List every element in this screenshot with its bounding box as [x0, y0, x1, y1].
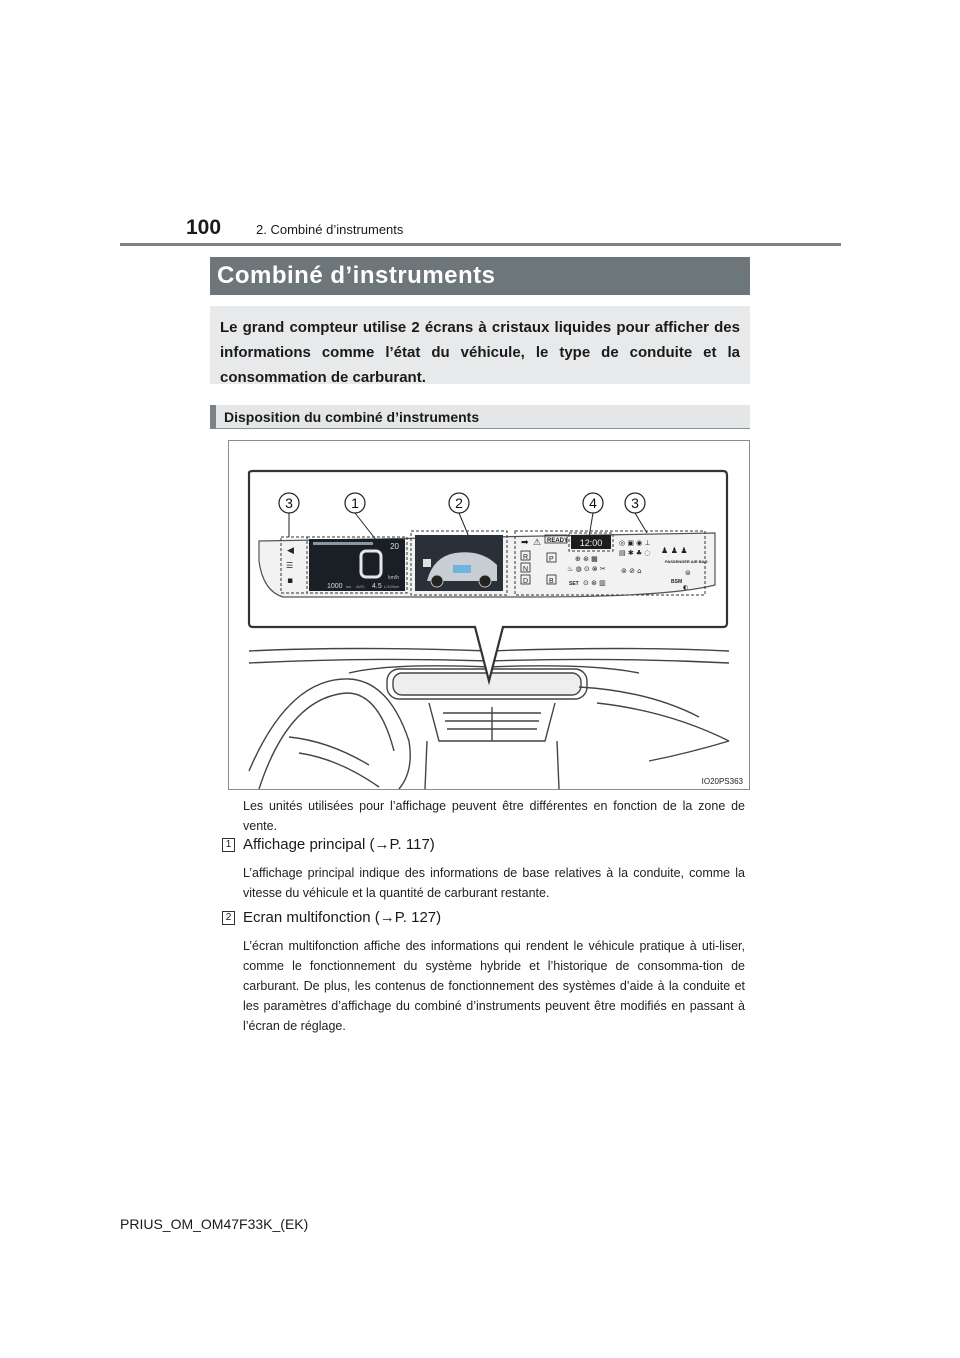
headlight-icon: ☰	[286, 561, 294, 570]
fuel-icon: ▪	[287, 576, 294, 586]
seatbelt-icon: ♟ ♟ ♟	[661, 546, 688, 555]
cruise-icon: ⊙ ⊛ ▥	[583, 579, 606, 587]
document-footer: PRIUS_OM_OM47F33K_(EK)	[120, 1216, 309, 1232]
instrument-cluster-figure	[228, 440, 750, 790]
callout-number: 4	[589, 495, 597, 511]
avg-value: 4.5	[372, 583, 382, 590]
master-warning-icon: ⚠	[533, 538, 542, 548]
main-display	[309, 539, 405, 591]
slip-icon: ♨ ◍ ⊙ ⊗ ✂	[567, 565, 606, 573]
airbag-icon: ⊕ ⊛ ▦	[575, 555, 598, 563]
callout-number: 3	[631, 495, 639, 511]
auto-high-beam-icon: ◐	[683, 584, 689, 591]
engine-warning-icon: ▤ ✱ ♣ ◌	[619, 549, 651, 557]
item-heading-multi-display: Ecran multifonction (→P. 127)	[243, 909, 442, 926]
units-note: Les unités utilisées pour l’affichage peuvent être différentes en fonction de la zone de vente.	[243, 799, 745, 833]
callout-number: 3	[285, 495, 293, 511]
speed-unit: km/h	[388, 575, 399, 581]
callout-number: 1	[351, 495, 359, 511]
tire-pressure-icon: ⊜	[685, 569, 691, 577]
avg-label: AVG.	[356, 584, 366, 589]
item-body-multi-display: L’écran multifonction affiche des informations qui rendent le véhicule pratique à uti-liser, comme le fonctionnement du système hybride et l’historique de consomma-tion de carburant. De plus, les contenus de fonctionnement des systèmes d’aide à la conduite et les paramètres d’affichage du combiné d’instruments peuvent être modifiés en passant à l’écran de réglage.	[243, 939, 745, 1033]
item-number-badge: 2	[222, 911, 235, 925]
avg-unit: L/100km	[384, 584, 400, 589]
section-heading-label: Disposition du combiné d’instruments	[224, 409, 480, 425]
instrument-cluster-illustration	[229, 441, 749, 789]
intro-box: Le grand compteur utilise 2 écrans à cristaux liquides pour afficher des informations comme l’état du véhicule, le type de conduite et la consommation de carburant.	[210, 306, 750, 384]
page-title: Combiné d’instruments	[210, 257, 750, 295]
gear-n: N	[523, 566, 529, 573]
ready-indicator: READY	[547, 538, 569, 544]
callout-number: 2	[455, 495, 463, 511]
bsm-label: BSM	[671, 579, 683, 585]
gear-b: B	[549, 578, 554, 585]
multi-information-display	[415, 535, 503, 591]
page-number: 100	[186, 216, 222, 239]
airbag-label: PASSENGER AIR BAG	[665, 559, 708, 564]
item-number-badge: 1	[222, 838, 235, 852]
gear-r: R	[523, 554, 529, 561]
speed-value: 0	[370, 571, 372, 572]
turn-right-icon: ➡	[521, 538, 529, 548]
item-body-main-display: L’affichage principal indique des informations de base relatives à la conduite, comme la vitesse du véhicule et la quantité de carburant restante.	[243, 866, 745, 900]
gear-p: P	[549, 556, 554, 563]
odometer-value: 1000	[327, 583, 343, 590]
header-rule	[120, 243, 841, 246]
left-indicators	[286, 546, 294, 586]
set-label: SET	[569, 581, 579, 587]
running-head: 2. Combiné d’instruments	[256, 222, 404, 237]
turn-left-icon: ◀	[287, 546, 294, 556]
clock-display: 12:00	[579, 538, 603, 548]
gear-d: D	[523, 578, 529, 585]
section-accent	[210, 405, 216, 429]
figure-code: IO20PS363	[701, 777, 743, 786]
section-heading	[210, 405, 750, 429]
odometer-unit: km	[346, 584, 352, 589]
outside-temp: 20	[390, 542, 399, 551]
item-heading-main-display: Affichage principal (→P. 117)	[243, 836, 435, 853]
brake-warning-icon: ◎ ▣ ◉ ⊥	[619, 539, 651, 547]
lane-icon: ⊚ ⊘ ⌂	[621, 567, 642, 575]
